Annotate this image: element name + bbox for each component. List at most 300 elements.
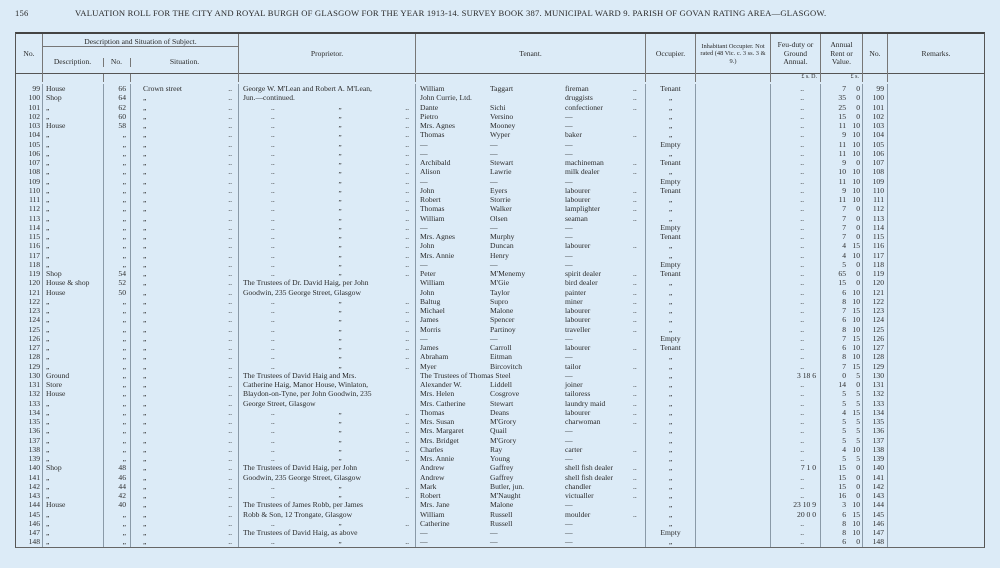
ditto-mark: „ — [338, 361, 342, 370]
tenant-occupation: shell fish dealer — [565, 463, 614, 473]
description: „ — [43, 362, 104, 371]
annual-rent — [821, 510, 863, 519]
remarks — [888, 380, 984, 389]
entry-number: 112 — [16, 204, 43, 213]
proprietor — [239, 343, 416, 352]
remarks — [888, 491, 984, 500]
leader-dots: .. — [405, 361, 409, 371]
tenant-first-name: Mrs. Jane — [420, 500, 450, 510]
occupier: Empty — [646, 223, 696, 232]
inhabitant-occupier — [696, 389, 771, 398]
proprietor-text: The Trustees of David Haig and Mrs. — [243, 370, 357, 380]
leader-dots: .. — [800, 232, 804, 241]
proprietor-ditto — [243, 417, 415, 426]
street-number: „ — [104, 362, 131, 371]
leader-dots: .. — [271, 343, 275, 352]
leader-dots: .. — [405, 176, 409, 186]
tenant-first-name: Mrs. Catherine — [420, 398, 466, 408]
annual-rent — [821, 103, 863, 112]
occupier: „ — [646, 380, 696, 389]
tenant-surname: M'Menemy — [490, 269, 526, 278]
leader-dots: .. — [405, 213, 409, 223]
proprietor-ditto — [243, 519, 415, 528]
annual-rent — [821, 352, 863, 361]
proprietor — [239, 473, 416, 482]
leader-dots: .. — [800, 176, 804, 186]
annual-rent — [821, 343, 863, 352]
leader-dots: .. — [405, 352, 409, 362]
proprietor — [239, 251, 416, 260]
table-row — [16, 278, 984, 287]
proprietor-ditto — [243, 426, 415, 435]
leader-dots: .. — [633, 195, 637, 204]
remarks — [888, 371, 984, 380]
ditto-mark: „ — [338, 352, 342, 361]
occupier: „ — [646, 204, 696, 213]
leader-dots: .. — [800, 241, 804, 251]
annual-rent — [821, 436, 863, 445]
situation: „ .. — [131, 408, 239, 417]
proprietor — [239, 269, 416, 278]
leader-dots: .. — [405, 250, 409, 260]
remarks — [888, 473, 984, 482]
feu-duty — [771, 149, 821, 158]
proprietor — [239, 130, 416, 139]
proprietor — [239, 380, 416, 389]
annual-rent — [821, 204, 863, 213]
feu-duty — [771, 121, 821, 130]
rent-shillings: 15 — [852, 407, 860, 417]
tenant-surname: Supro — [490, 296, 509, 306]
proprietor-text: Goodwin, 235 George Street, Glasgow — [243, 472, 361, 482]
street-number: „ — [104, 306, 131, 315]
entry-number-repeat: 102 — [863, 112, 888, 121]
tenant — [416, 445, 646, 454]
ditto-mark: „ — [338, 296, 342, 305]
tenant-first-name: Mrs. Bridget — [420, 435, 459, 445]
tenant-occupation: — — [565, 111, 573, 121]
street-number: 52 — [104, 278, 131, 287]
annual-rent — [821, 399, 863, 408]
tenant-occupation: — — [565, 333, 573, 343]
feu-duty-value: 7 1 0 — [800, 463, 816, 473]
remarks — [888, 241, 984, 250]
leader-dots: .. — [800, 444, 804, 454]
entry-number-repeat: 139 — [863, 454, 888, 463]
entry-number: 129 — [16, 362, 43, 371]
leader-dots: .. — [633, 398, 637, 408]
description: „ — [43, 537, 104, 546]
leader-dots: .. — [633, 130, 637, 140]
situation: „ .. — [131, 371, 239, 380]
tenant-occupation: baker — [565, 130, 582, 140]
leader-dots: .. — [633, 287, 637, 297]
leader-dots — [633, 454, 645, 463]
header-proprietor: Proprietor. — [239, 34, 416, 74]
table-row — [16, 186, 984, 195]
street-number: „ — [104, 528, 131, 537]
street-number: „ — [104, 140, 131, 149]
tenant — [416, 297, 646, 306]
rent-shillings: 0 — [856, 537, 860, 547]
proprietor — [239, 463, 416, 472]
entry-number: 108 — [16, 167, 43, 176]
leader-dots: .. — [271, 250, 275, 260]
feu-duty — [771, 343, 821, 352]
annual-rent — [821, 315, 863, 324]
remarks — [888, 232, 984, 241]
tenant-first-name: Robert — [420, 491, 441, 500]
occupier: „ — [646, 288, 696, 297]
rent-shillings: 10 — [852, 167, 860, 177]
rent-pounds: 11 — [838, 195, 846, 204]
situation: „ .. — [131, 528, 239, 537]
remarks — [888, 399, 984, 408]
tenant-occupation: labourer — [565, 195, 591, 204]
occupier: „ — [646, 241, 696, 250]
tenant-surname: Stewart — [490, 158, 514, 167]
situation: „ .. — [131, 149, 239, 158]
leader-dots: .. — [271, 158, 275, 167]
leader-dots: .. — [405, 204, 409, 214]
tenant-surname: — — [490, 222, 498, 232]
entry-number-repeat: 121 — [863, 288, 888, 297]
leader-dots: .. — [405, 324, 409, 334]
rent-shillings: 10 — [852, 518, 860, 528]
rent-pounds: 15 — [838, 463, 846, 473]
rent-pounds: 16 — [838, 491, 846, 500]
tenant-occupation: seaman — [565, 213, 588, 223]
proprietor-ditto — [243, 112, 415, 121]
situation: „ .. — [131, 158, 239, 167]
occupier: „ — [646, 371, 696, 380]
occupier: „ — [646, 454, 696, 463]
table-row — [16, 251, 984, 260]
tenant-surname: Cosgrove — [490, 389, 520, 399]
leader-dots: .. — [633, 204, 637, 214]
header-tenant: Tenant. — [416, 34, 646, 74]
tenant-occupation: painter — [565, 287, 587, 297]
rent-shillings: 0 — [856, 102, 860, 112]
entry-number-repeat: 144 — [863, 500, 888, 509]
leader-dots: .. — [271, 481, 275, 491]
leader-dots: .. — [633, 278, 637, 288]
rent-shillings: 0 — [856, 111, 860, 121]
entry-number-repeat: 99 — [863, 84, 888, 93]
tenant-surname: Deans — [490, 407, 509, 417]
feu-duty — [771, 445, 821, 454]
tenant — [416, 315, 646, 324]
tenant — [416, 93, 646, 102]
street-number: 48 — [104, 463, 131, 472]
description: „ — [43, 260, 104, 269]
leader-dots: .. — [800, 426, 804, 436]
occupier: „ — [646, 436, 696, 445]
tenant-surname: M'Naught — [490, 491, 521, 500]
tenant — [416, 232, 646, 241]
entry-number-repeat: 128 — [863, 352, 888, 361]
ditto-mark: „ — [338, 491, 342, 499]
leader-dots: .. — [633, 380, 637, 389]
tenant-occupation: labourer — [565, 241, 591, 251]
situation: „ .. — [131, 445, 239, 454]
entry-number: 114 — [16, 223, 43, 232]
inhabitant-occupier — [696, 140, 771, 149]
leader-dots: .. — [405, 269, 409, 278]
table-row — [16, 84, 984, 93]
feu-duty — [771, 223, 821, 232]
rent-shillings: 0 — [856, 84, 860, 93]
rent-shillings: 10 — [852, 176, 860, 186]
leader-dots — [633, 177, 645, 186]
feu-duty — [771, 352, 821, 361]
tenant-occupation: bird dealer — [565, 278, 598, 288]
description: „ — [43, 510, 104, 519]
table-row — [16, 399, 984, 408]
tenant-surname: Gaffrey — [490, 472, 514, 482]
proprietor-ditto — [243, 204, 415, 213]
ditto-mark: „ — [338, 324, 342, 333]
table-row — [16, 93, 984, 102]
table-row — [16, 426, 984, 435]
description: „ — [43, 297, 104, 306]
leader-dots — [633, 232, 645, 241]
entry-number: 118 — [16, 260, 43, 269]
street-number: „ — [104, 177, 131, 186]
leader-dots: .. — [633, 417, 637, 426]
occupier: Tenant — [646, 269, 696, 278]
annual-rent — [821, 121, 863, 130]
tenant — [416, 278, 646, 287]
table-row — [16, 260, 984, 269]
annual-rent — [821, 519, 863, 528]
tenant-surname: Eitman — [490, 352, 512, 362]
situation: „ .. — [131, 417, 239, 426]
entry-number: 128 — [16, 352, 43, 361]
situation: „ .. — [131, 500, 239, 509]
rent-shillings: 10 — [852, 296, 860, 306]
entry-number-repeat: 141 — [863, 473, 888, 482]
tenant-first-name: Michael — [420, 306, 445, 315]
table-row — [16, 417, 984, 426]
tenant-first-name: — — [420, 176, 428, 186]
tenant-first-name: Mrs. Susan — [420, 417, 455, 426]
rent-shillings: 5 — [856, 389, 860, 399]
tenant — [416, 482, 646, 491]
leader-dots: .. — [271, 111, 275, 121]
description: „ — [43, 103, 104, 112]
description: Ground — [43, 371, 104, 380]
inhabitant-occupier — [696, 445, 771, 454]
tenant-surname: — — [490, 148, 498, 158]
leader-dots: .. — [633, 93, 637, 103]
tenant-occupation: — — [565, 435, 573, 445]
leader-dots: .. — [271, 361, 275, 371]
ditto-mark: „ — [338, 343, 342, 351]
occupier: „ — [646, 519, 696, 528]
leader-dots: .. — [271, 444, 275, 454]
tenant-occupation: machineman — [565, 158, 604, 167]
leader-dots: .. — [271, 352, 275, 362]
inhabitant-occupier — [696, 241, 771, 250]
proprietor — [239, 278, 416, 287]
remarks — [888, 269, 984, 278]
leader-dots: .. — [271, 185, 275, 195]
tenant-first-name: John — [420, 287, 435, 297]
tenant-first-name: Myer — [420, 361, 437, 371]
rent-pounds: 7 — [842, 361, 846, 371]
street-number: 66 — [104, 84, 131, 93]
entry-number: 117 — [16, 251, 43, 260]
leader-dots — [633, 121, 645, 130]
street-number: „ — [104, 186, 131, 195]
proprietor — [239, 260, 416, 269]
occupier: „ — [646, 463, 696, 472]
street-number: „ — [104, 334, 131, 343]
rent-pounds: 5 — [842, 259, 846, 269]
description: „ — [43, 232, 104, 241]
inhabitant-occupier — [696, 112, 771, 121]
inhabitant-occupier — [696, 84, 771, 93]
proprietor-ditto — [243, 343, 415, 352]
table-row — [16, 528, 984, 537]
occupier: „ — [646, 500, 696, 509]
leader-dots: .. — [405, 407, 409, 417]
tenant — [416, 84, 646, 93]
description: „ — [43, 417, 104, 426]
header-description-group — [43, 34, 239, 74]
tenant-occupation: fireman — [565, 84, 589, 93]
rent-shillings: 10 — [852, 130, 860, 140]
proprietor — [239, 140, 416, 149]
inhabitant-occupier — [696, 121, 771, 130]
leader-dots: .. — [271, 407, 275, 417]
tenant — [416, 500, 646, 509]
proprietor-ditto — [243, 408, 415, 417]
proprietor — [239, 371, 416, 380]
description: House — [43, 121, 104, 130]
entry-number: 134 — [16, 408, 43, 417]
table-row — [16, 510, 984, 519]
rent-shillings: 10 — [852, 500, 860, 510]
tenant-first-name: Alison — [420, 167, 441, 177]
description: „ — [43, 186, 104, 195]
annual-rent — [821, 297, 863, 306]
entry-number: 145 — [16, 510, 43, 519]
rent-shillings: 10 — [852, 352, 860, 362]
tenant-first-name: Mrs. Margaret — [420, 426, 464, 436]
header-remarks: Remarks. — [921, 48, 951, 58]
entry-number: 104 — [16, 130, 43, 139]
description: House & shop — [43, 278, 104, 287]
situation: „ .. — [131, 186, 239, 195]
feu-units: £ s. D. — [771, 74, 821, 82]
tenant — [416, 362, 646, 371]
entry-number: 142 — [16, 482, 43, 491]
rent-shillings: 10 — [852, 185, 860, 195]
annual-rent — [821, 445, 863, 454]
entry-number: 137 — [16, 436, 43, 445]
entry-number: 141 — [16, 473, 43, 482]
leader-dots: .. — [271, 148, 275, 158]
description: „ — [43, 195, 104, 204]
table-row — [16, 519, 984, 528]
tenant — [416, 103, 646, 112]
proprietor-ditto — [243, 352, 415, 361]
leader-dots: .. — [633, 185, 637, 195]
tenant-first-name: Thomas — [420, 204, 445, 214]
description: „ — [43, 306, 104, 315]
table-row — [16, 315, 984, 324]
situation: „ .. — [131, 473, 239, 482]
proprietor-ditto — [243, 214, 415, 223]
tenant-occupation: lamplighter — [565, 204, 601, 214]
situation: „ .. — [131, 223, 239, 232]
entry-number-repeat: 132 — [863, 389, 888, 398]
tenant — [416, 463, 646, 472]
leader-dots: .. — [271, 417, 275, 426]
tenant-first-name: Dante — [420, 102, 439, 112]
tenant-occupation: — — [565, 232, 573, 241]
leader-dots: .. — [800, 259, 804, 269]
rent-pounds: 9 — [842, 130, 846, 140]
description: „ — [43, 130, 104, 139]
entry-number: 101 — [16, 103, 43, 112]
tenant-surname: Malone — [490, 500, 514, 510]
rent-pounds: 5 — [842, 435, 846, 445]
feu-duty — [771, 130, 821, 139]
tenant-first-name: Mark — [420, 481, 437, 491]
feu-duty — [771, 278, 821, 287]
tenant-occupation: shell fish dealer — [565, 472, 614, 482]
annual-rent — [821, 84, 863, 93]
proprietor — [239, 149, 416, 158]
inhabitant-occupier — [696, 204, 771, 213]
proprietor-ditto — [243, 491, 415, 500]
ditto-mark: „ — [338, 241, 342, 250]
tenant-surname: M'Grory — [490, 435, 517, 445]
rent-shillings: 10 — [852, 343, 860, 352]
inhabitant-occupier — [696, 167, 771, 176]
remarks — [888, 260, 984, 269]
proprietor-text: Jun.—continued. — [243, 93, 295, 103]
feu-duty — [771, 241, 821, 250]
tenant — [416, 241, 646, 250]
inhabitant-occupier — [696, 491, 771, 500]
inhabitant-occupier — [696, 426, 771, 435]
inhabitant-occupier — [696, 500, 771, 509]
entry-number-repeat: 116 — [863, 241, 888, 250]
entry-number-repeat: 148 — [863, 537, 888, 546]
description: Store — [43, 380, 104, 389]
leader-dots: .. — [271, 454, 275, 463]
leader-dots: .. — [633, 481, 637, 491]
remarks — [888, 482, 984, 491]
tenant — [416, 510, 646, 519]
occupier: Empty — [646, 334, 696, 343]
table-row — [16, 214, 984, 223]
tenant-first-name: — — [420, 537, 428, 547]
tenant-surname: Russell — [490, 518, 513, 528]
rent-shillings: 0 — [856, 259, 860, 269]
proprietor — [239, 500, 416, 509]
proprietor — [239, 186, 416, 195]
leader-dots — [633, 149, 645, 158]
inhabitant-occupier — [696, 417, 771, 426]
entry-number: 106 — [16, 149, 43, 158]
leader-dots — [633, 528, 645, 537]
rent-pounds: 4 — [842, 250, 846, 260]
